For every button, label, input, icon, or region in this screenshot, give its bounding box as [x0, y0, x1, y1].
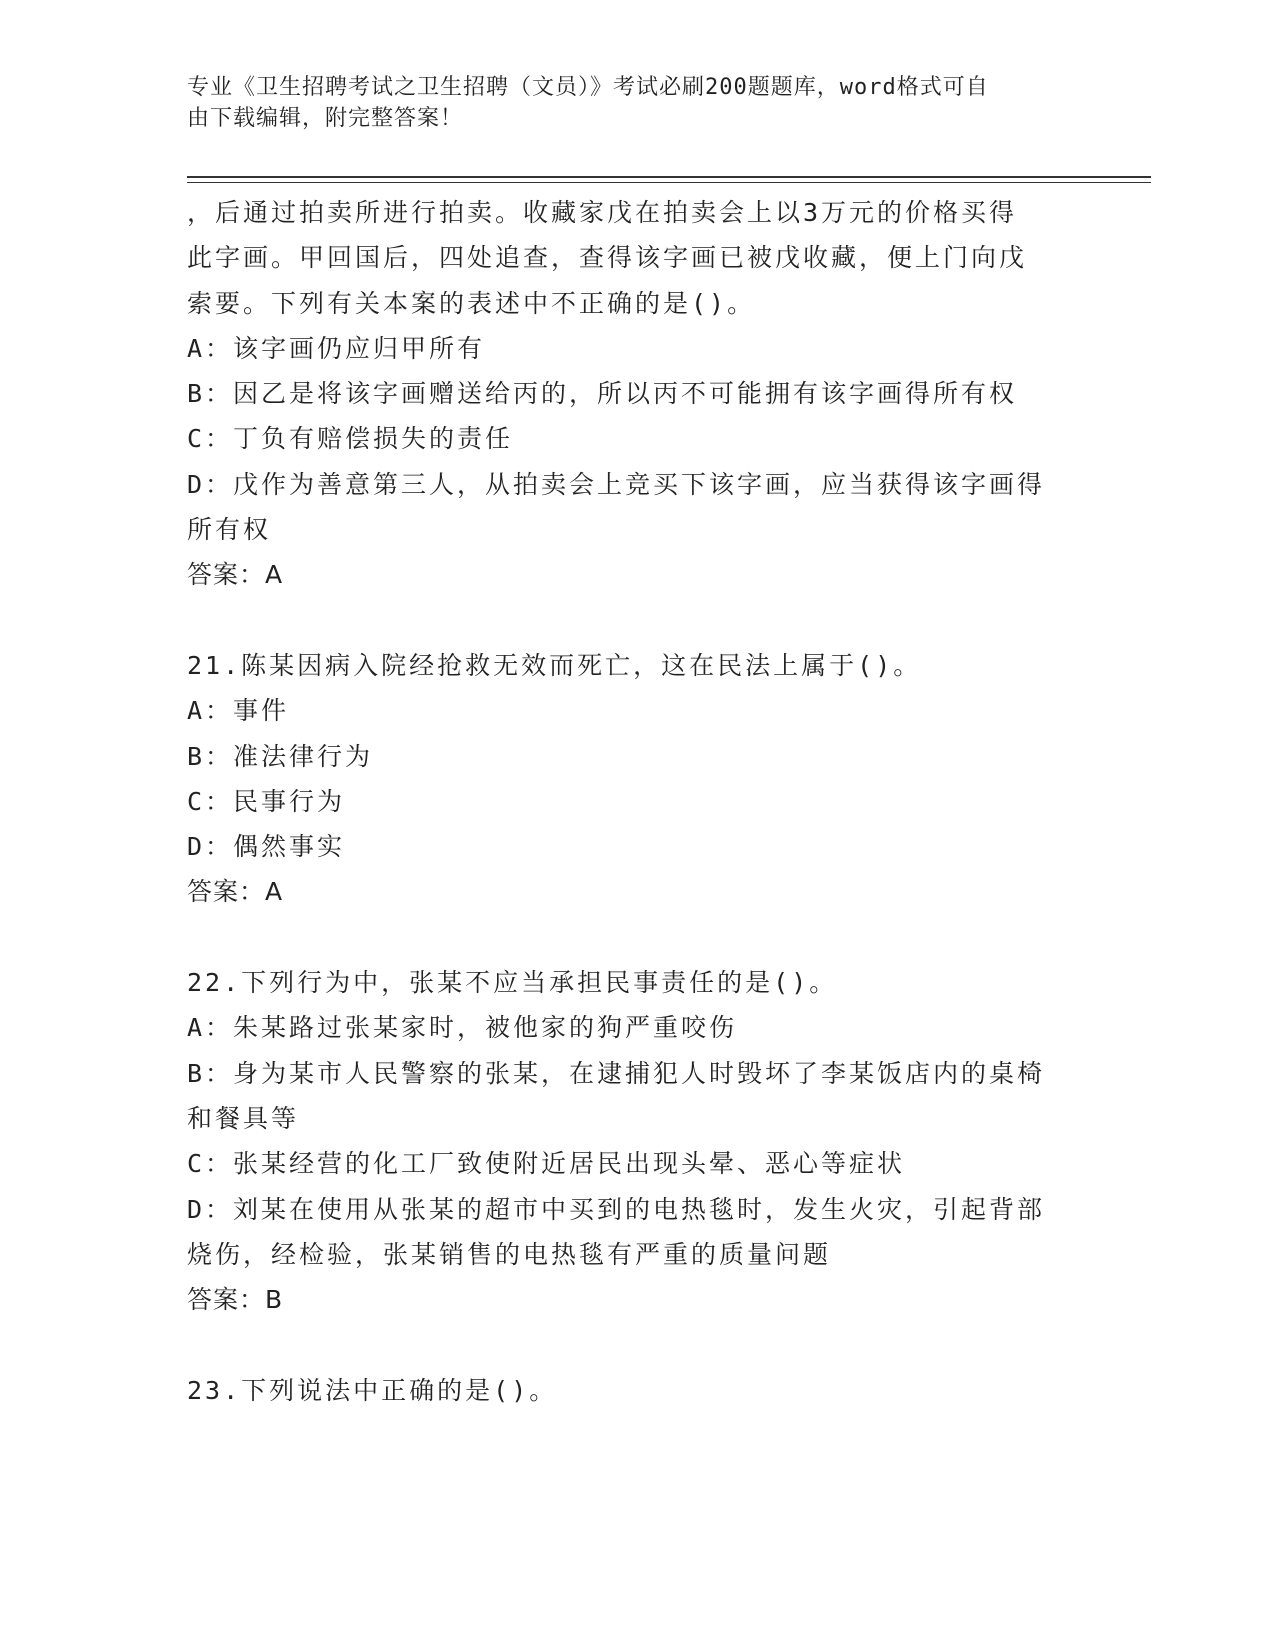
page-header — [187, 72, 1077, 134]
option-d-continued: 烧伤，经检验，张某销售的电热毯有严重的质量问题 — [187, 1239, 832, 1269]
question-continued — [187, 190, 1077, 598]
option-b: B：准法律行为 — [187, 741, 374, 771]
question-23 — [187, 1368, 1077, 1413]
spacer — [187, 915, 1077, 960]
header-divider-thin — [187, 182, 1151, 183]
option-b: B：身为某市人民警察的张某，在逮捕犯人时毁坏了李某饭店内的桌椅 — [187, 1058, 1046, 1088]
option-d: D：偶然事实 — [187, 832, 346, 862]
option-a: A：该字画仍应归甲所有 — [187, 333, 486, 363]
option-c: C：民事行为 — [187, 786, 346, 816]
question-stem-line: 索要。下列有关本案的表述中不正确的是()。 — [187, 288, 756, 318]
spacer — [187, 1322, 1077, 1367]
header-line-1: 专业《卫生招聘考试之卫生招聘（文员）》考试必刷200题题库，word格式可自 — [187, 75, 989, 100]
question-stem: 22.下列行为中，张某不应当承担民事责任的是()。 — [187, 968, 838, 998]
header-divider — [187, 176, 1151, 178]
option-a: A：朱某路过张某家时，被他家的狗严重咬伤 — [187, 1013, 738, 1043]
option-b: B：因乙是将该字画赠送给丙的，所以丙不可能拥有该字画得所有权 — [187, 379, 1018, 409]
spacer — [187, 598, 1077, 643]
question-stem: 21.陈某因病入院经抢救无效而死亡，这在民法上属于()。 — [187, 650, 922, 680]
answer-label: 答案：A — [187, 877, 284, 907]
question-stem-line: 此字画。甲回国后，四处追查，查得该字画已被戊收藏，便上门向戊 — [187, 243, 1028, 273]
option-c: C：张某经营的化工厂致使附近居民出现头晕、恶心等症状 — [187, 1149, 906, 1179]
question-stem: 23.下列说法中正确的是()。 — [187, 1375, 558, 1405]
answer-label: 答案：A — [187, 560, 284, 590]
option-a: A：事件 — [187, 696, 290, 726]
question-stem-line: ，后通过拍卖所进行拍卖。收藏家戊在拍卖会上以3万元的价格买得 — [187, 198, 1018, 227]
question-21 — [187, 643, 1077, 915]
header-line-2: 由下载编辑，附完整答案！ — [187, 106, 464, 131]
option-d: D：戊作为善意第三人，从拍卖会上竞买下该字画，应当获得该字画得 — [187, 469, 1046, 499]
option-b-continued: 和餐具等 — [187, 1103, 300, 1133]
option-c: C：丁负有赔偿损失的责任 — [187, 424, 514, 454]
option-d: D：刘某在使用从张某的超市中买到的电热毯时，发生火灾，引起背部 — [187, 1194, 1046, 1224]
question-22 — [187, 960, 1077, 1322]
answer-label: 答案：B — [187, 1285, 284, 1315]
option-d-continued: 所有权 — [187, 515, 272, 545]
document-body — [187, 190, 1077, 1413]
